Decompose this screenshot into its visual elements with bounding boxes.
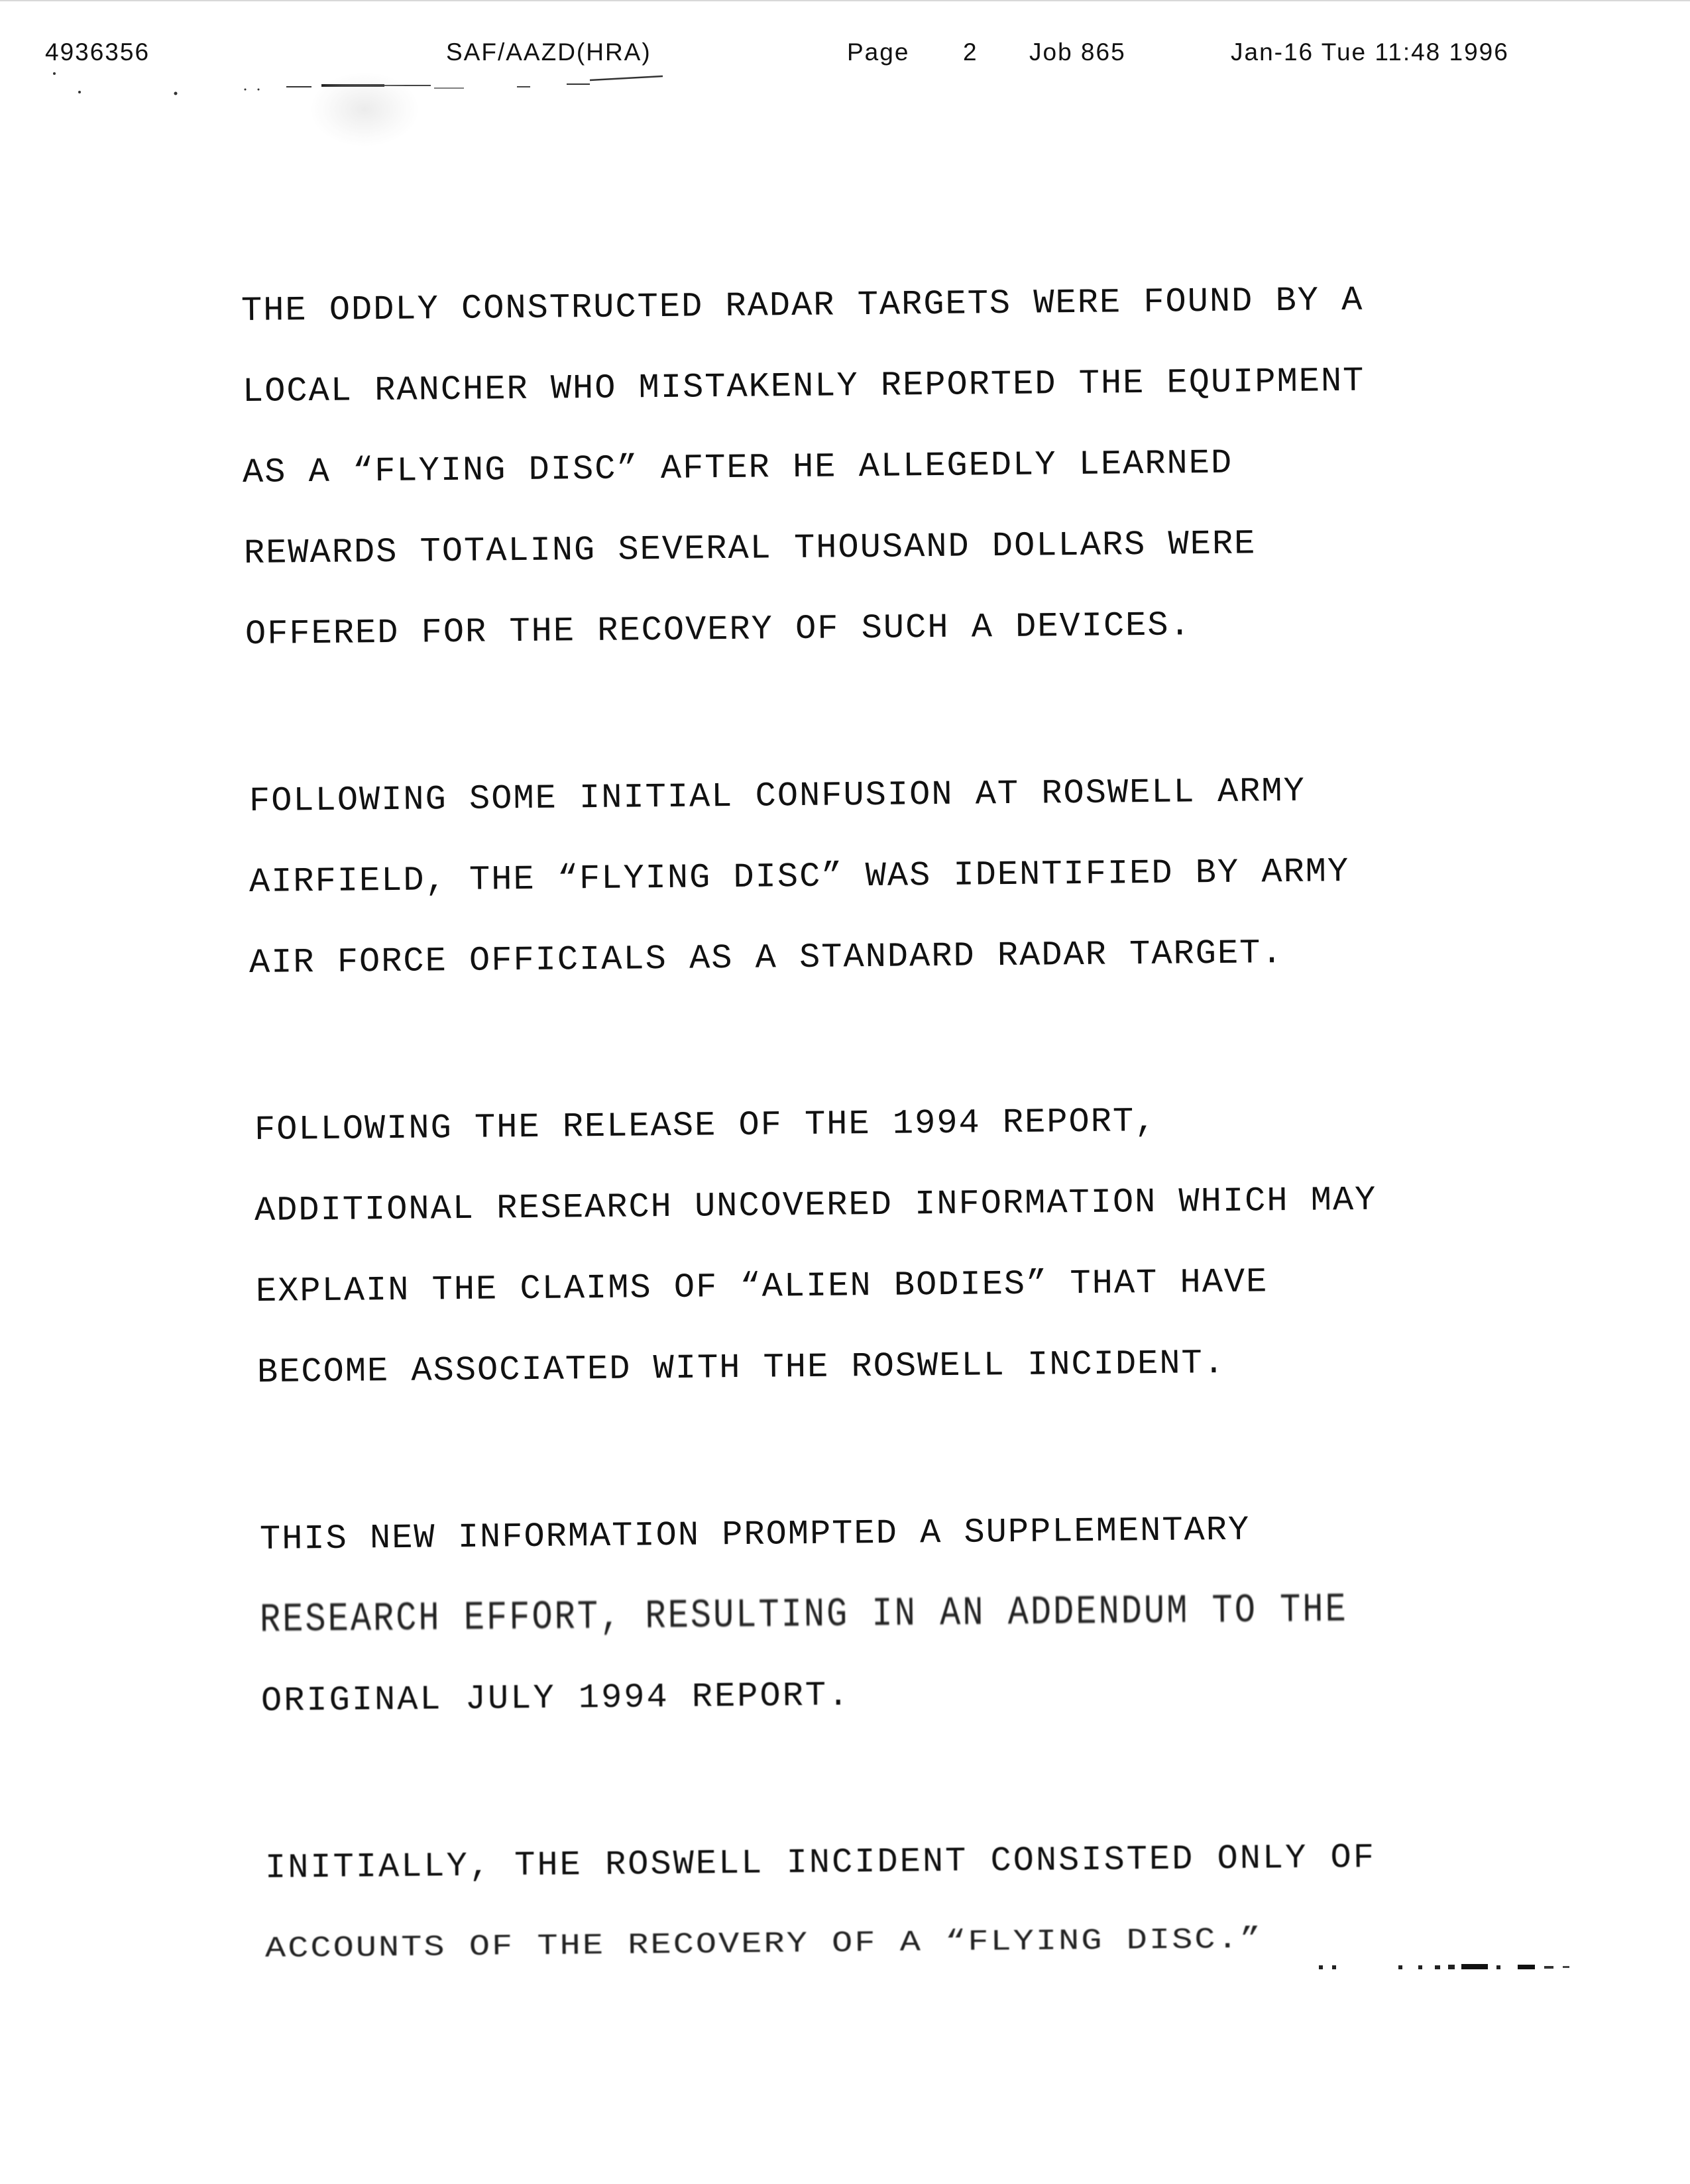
body-line: BECOME ASSOCIATED WITH THE ROSWELL INCIDENT.: [256, 1343, 1226, 1392]
fax-sender: SAF/AAZD(HRA): [446, 38, 651, 66]
body-line: THIS NEW INFORMATION PROMPTED A SUPPLEMENTARY: [259, 1510, 1251, 1559]
body-line: ORIGINAL JULY 1994 REPORT.: [260, 1676, 851, 1721]
body-line: OFFERED FOR THE RECOVERY OF SUCH A DEVICES.: [245, 606, 1192, 654]
body-line: ADDITIONAL RESEARCH UNCOVERED INFORMATION WHICH MAY: [254, 1180, 1377, 1230]
body-line: REWARDS TOTALING SEVERAL THOUSAND DOLLARS WERE: [243, 524, 1257, 573]
body-line: THE ODDLY CONSTRUCTED RADAR TARGETS WERE FOUND BY A: [241, 280, 1364, 331]
body-line: FOLLOWING SOME INITIAL CONFUSION AT ROSWELL ARMY: [249, 771, 1306, 821]
scan-edge-line: [0, 0, 1690, 1]
body-line: INITIALLY, THE ROSWELL INCIDENT CONSISTED ONLY OF: [264, 1837, 1377, 1888]
fax-job-number: Job 865: [1029, 38, 1126, 66]
body-line: FOLLOWING THE RELEASE OF THE 1994 REPORT,: [254, 1101, 1157, 1150]
body-line-degraded: RESEARCH EFFORT, RESULTING IN AN ADDENDUM TO THE: [259, 1586, 1349, 1644]
fax-document-id: 4936356: [45, 38, 150, 66]
body-line: AIR FORCE OFFICIALS AS A STANDARD RADAR TARGET.: [249, 934, 1284, 983]
body-line: AIRFIELD, THE “FLYING DISC” WAS IDENTIFIED BY ARMY: [249, 852, 1350, 902]
fax-dropout-marks: [1319, 1961, 1610, 1972]
fax-page-number: 2: [963, 38, 978, 66]
fax-page-label: Page: [847, 38, 910, 66]
body-line: AS A “FLYING DISC” AFTER HE ALLEGEDLY LEARNED: [242, 443, 1233, 492]
body-line: LOCAL RANCHER WHO MISTAKENLY REPORTED THE EQUIPMENT: [242, 361, 1365, 411]
body-line: EXPLAIN THE CLAIMS OF “ALIEN BODIES” THAT HAVE: [255, 1262, 1268, 1311]
body-line-degraded: ACCOUNTS OF THE RECOVERY OF A “FLYING DISC.”: [264, 1922, 1263, 1966]
fax-datetime: Jan-16 Tue 11:48 1996: [1231, 38, 1509, 66]
